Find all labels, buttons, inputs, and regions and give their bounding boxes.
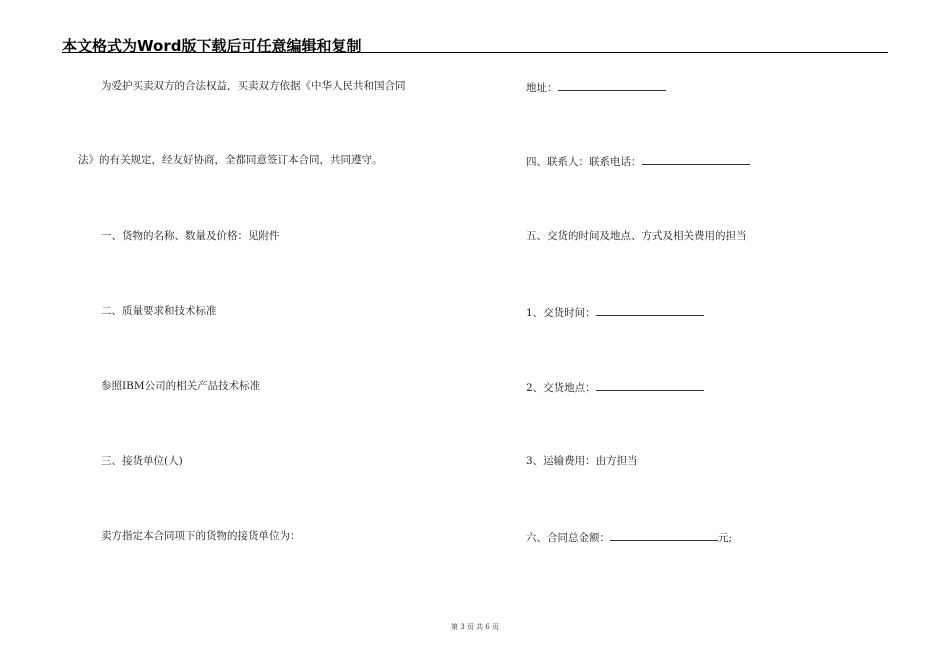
address-blank-field[interactable]	[558, 79, 666, 91]
header-divider	[62, 52, 888, 53]
section-delivery: 五、交货的时间及地点、方式及相关费用的担当	[526, 230, 747, 242]
total-amount-blank-field[interactable]	[610, 529, 718, 541]
delivery-time-label: 1、交货时间：	[526, 307, 596, 319]
section-quality-standard: 二、质量要求和技术标准	[101, 305, 217, 317]
address-label: 地址：	[526, 82, 558, 94]
delivery-place-label: 2、交货地点：	[526, 382, 596, 394]
paragraph-intro-line2: 法》的有关规定，经友好协商，全都同意签订本合同，共同遵守。	[78, 154, 383, 166]
total-amount-row	[526, 529, 732, 545]
page-footer: 第 3 页 共 6 页	[450, 623, 500, 631]
paragraph-intro-line1: 为爱护买卖双方的合法权益，买卖双方依据《中华人民共和国合同	[101, 80, 406, 92]
quality-standard-detail: 参照IBM公司的相关产品技术标准	[101, 380, 261, 392]
section-goods-name: 一、货物的名称、数量及价格：见附件	[101, 230, 280, 242]
section-receiving-unit: 三、接货单位(人)	[101, 455, 183, 467]
delivery-time-row	[526, 304, 704, 320]
receiving-unit-detail: 卖方指定本合同项下的货物的接货单位为：	[101, 530, 301, 542]
address-row	[526, 79, 666, 95]
transport-fee: 3、运输费用：由方担当	[526, 455, 638, 467]
total-amount-suffix: 元;	[718, 532, 733, 544]
delivery-place-row	[526, 379, 704, 395]
total-amount-label: 六、合同总金额：	[526, 532, 610, 544]
delivery-time-blank-field[interactable]	[596, 304, 704, 316]
contact-row	[526, 153, 750, 169]
document-header-title: 本文格式为Word版下载后可任意编辑和复制	[62, 37, 362, 55]
contact-label: 四、联系人：联系电话：	[526, 156, 642, 168]
delivery-place-blank-field[interactable]	[596, 379, 704, 391]
contact-phone-blank-field[interactable]	[642, 153, 750, 165]
